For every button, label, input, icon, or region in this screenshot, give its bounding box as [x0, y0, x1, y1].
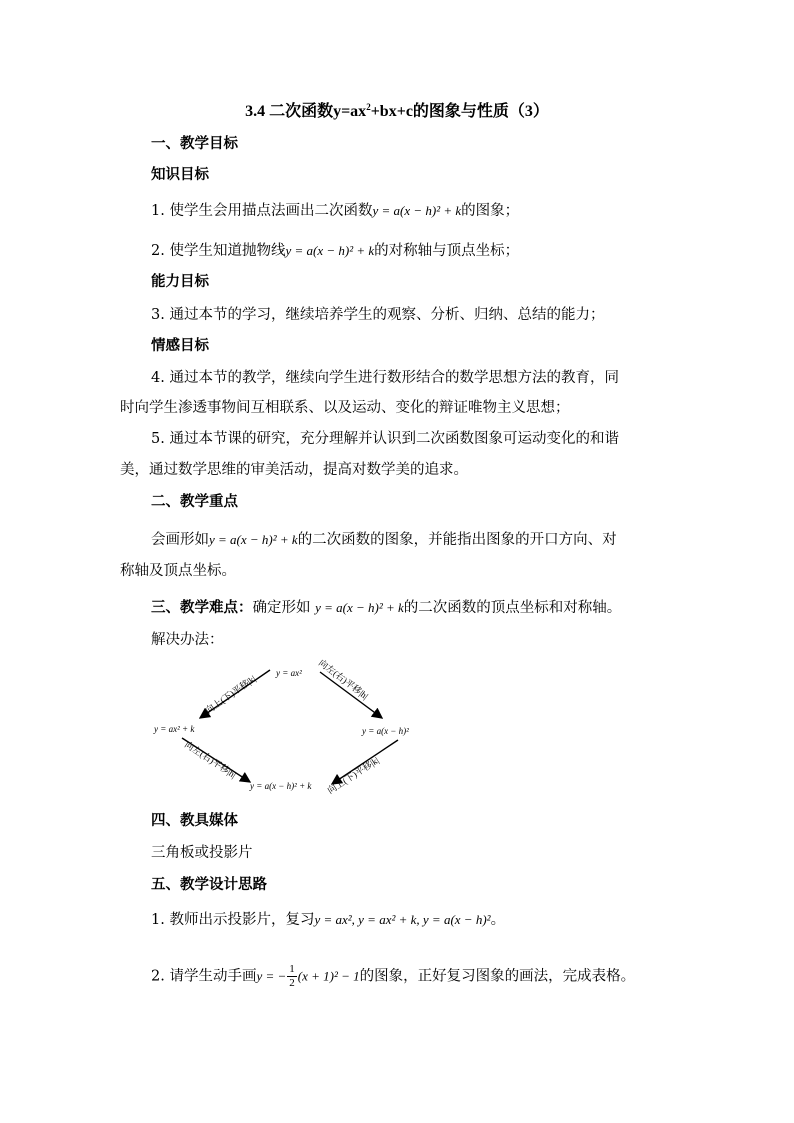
exercise-formula-lead: y = −	[256, 968, 287, 984]
vertex-form-formula: y = a(x − h)² + k	[285, 243, 375, 258]
subsection-emotion: 情感目标	[151, 337, 209, 354]
difficulty-line	[151, 598, 621, 618]
goal-item-4-line-2: 时向学生渗透事物间互相联系、以及运动、变化的辩证唯物主义思想；	[120, 400, 570, 416]
goal-item-5-line-1: 5. 通过本节课的研究，充分理解并认识到二次函数图象可运动变化的和谐	[151, 431, 619, 447]
title-prefix: 3.4 二次函数y=ax	[245, 103, 367, 120]
difficulty-suffix: 的二次函数的顶点坐标和对称轴。	[403, 600, 622, 616]
goal-item-5-line-2: 美，通过数学思维的审美活动，提高对数学美的追求。	[120, 462, 468, 478]
title-exponent: 2	[366, 102, 371, 112]
key-point-line-2: 称轴及顶点坐标。	[120, 563, 236, 579]
diagram-node-right: y = a(x − h)²	[362, 726, 409, 736]
arrow-label-bottom-right: 向上(下)平移|k|	[325, 755, 381, 796]
design-item-1-text: 1. 教师出示投影片，复习	[151, 912, 315, 928]
key-point-suffix: 的二次函数的图象，并能指出图象的开口方向、对	[297, 532, 617, 548]
design-item-1-suffix: 。	[490, 912, 506, 928]
section-media: 四、教具媒体	[151, 812, 238, 829]
section-difficulty: 三、教学难点：	[151, 599, 253, 616]
design-item-2-suffix: 的图象，正好复习图象的画法，完成表格。	[359, 968, 636, 985]
subsection-ability: 能力目标	[151, 273, 209, 290]
goal-item-1-suffix: 的图象；	[461, 203, 520, 219]
design-item-2	[151, 963, 635, 990]
page-title	[0, 98, 794, 121]
vertex-form-formula: y = a(x − h)² + k	[315, 600, 404, 615]
solution-label: 解决办法：	[151, 632, 224, 648]
fraction-denominator: 2	[289, 977, 295, 989]
subsection-knowledge: 知识目标	[151, 166, 209, 183]
goal-item-3: 3. 通过本节的学习，继续培养学生的观察、分析、归纳、总结的能力；	[151, 307, 605, 323]
review-formulas: y = ax², y = ax² + k, y = a(x − h)²	[314, 912, 491, 927]
fraction-numerator: 1	[289, 963, 295, 975]
goal-item-4-line-1: 4. 通过本节的教学，继续向学生进行数形结合的数学思想方法的教育，同	[151, 370, 619, 386]
media-text: 三角板或投影片	[151, 845, 253, 861]
fraction-one-half	[287, 963, 297, 990]
diagram-node-top: y = ax²	[276, 668, 302, 678]
diagram-node-left: y = ax² + k	[154, 724, 195, 734]
goal-item-2	[151, 241, 519, 261]
section-key-point: 二、教学重点	[151, 493, 238, 510]
goal-item-2-suffix: 的对称轴与顶点坐标；	[374, 243, 520, 259]
difficulty-prefix: 确定形如	[252, 600, 311, 616]
exercise-formula-tail: (x + 1)² − 1	[297, 968, 360, 984]
translation-diagram	[150, 658, 440, 798]
section-teaching-goals: 一、教学目标	[151, 135, 238, 152]
goal-item-2-text: 2. 使学生知道抛物线	[151, 243, 286, 259]
arrow-label-top-left: 向上(下)平移|k|	[203, 673, 258, 716]
arrow-label-top-right: 向左(右)平移|h|	[316, 658, 371, 702]
arrow-label-bottom-left: 向左(右)平移|h|	[182, 739, 238, 780]
key-point-line-1	[151, 530, 617, 550]
diagram-node-bottom: y = a(x − h)² + k	[250, 781, 312, 791]
design-item-2-text: 2. 请学生动手画	[151, 968, 257, 985]
section-design: 五、教学设计思路	[151, 876, 267, 893]
goal-item-1-text: 1. 使学生会用描点法画出二次函数	[151, 203, 373, 219]
key-point-prefix: 会画形如	[151, 532, 209, 548]
design-item-1	[151, 910, 505, 930]
vertex-form-formula: y = a(x − h)² + k	[372, 203, 462, 218]
goal-item-1	[151, 201, 519, 221]
vertex-form-formula: y = a(x − h)² + k	[209, 532, 298, 547]
title-suffix: +bx+c的图象与性质（3）	[370, 103, 549, 120]
